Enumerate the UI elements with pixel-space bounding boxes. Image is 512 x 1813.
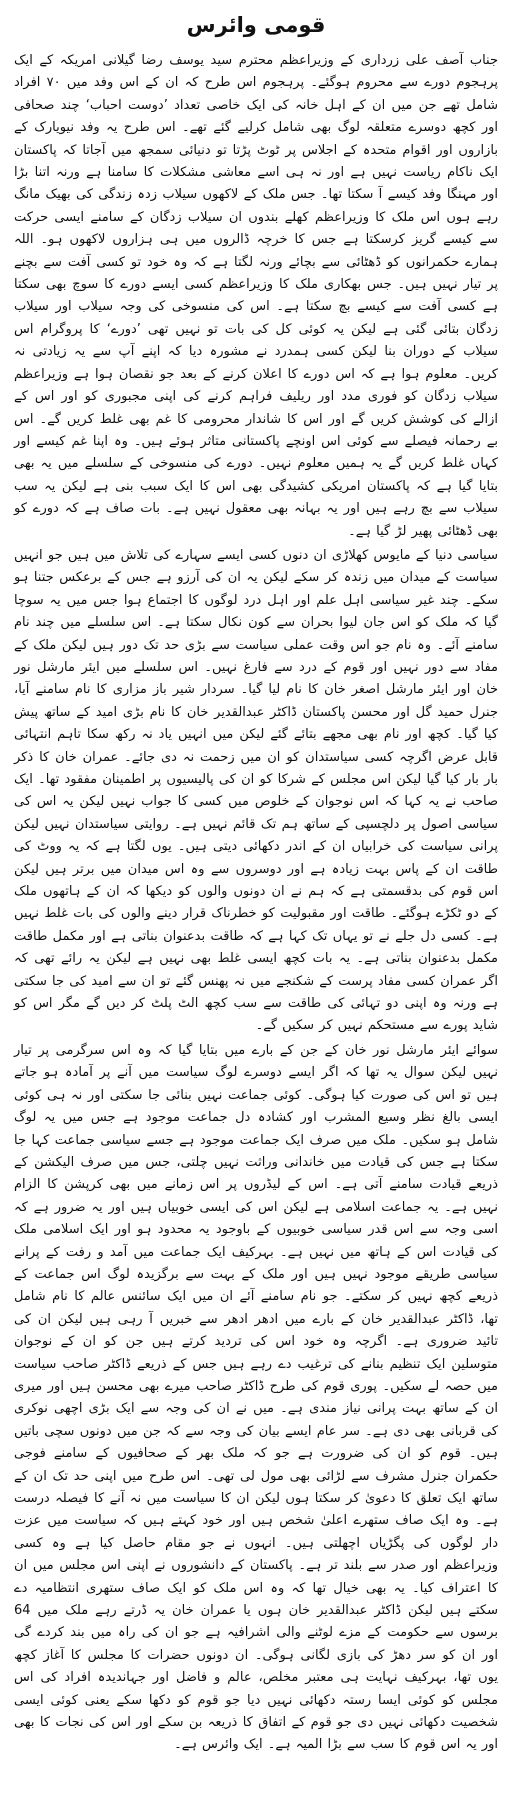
article-paragraph: سوائے ایئر مارشل نور خان کے جن کے بارے میں بتایا گیا کہ وہ اس سرگرمی پر تیار نہیں لیکن سوال یہ تھا کہ اگر ایسے دوسرے لوگ سیاست میں آنے پر آمادہ ہو جاتے ہیں تو اس کی صورت کیا ہوگی۔ کوئی جماعت نہیں بنائی جا سکتی اور نہ ہی کوئی ایسی بالغ نظر وسیع المشرب اور کشادہ دل جماعت موجود ہے جس میں یہ لوگ شامل ہو سکیں۔ ملک میں صرف ایک جماعت موجود ہے جسے سیاسی جماعت کہا جا سکتا ہے جس کی قیادت میں خاندانی وراثت نہیں چلتی، جس میں صرف الیکشن کے ذریعے قیادت سامنے آتی ہے۔ اس کے لیڈروں پر اس زمانے میں بھی کرپشن کا الزام نہیں ہے۔ یہ جماعت اسلامی ہے لیکن اس کی ایسی خوبیاں ہیں اور یہ ضرور ہے کہ اسی وجہ سے اس قدر سیاسی خوبیوں کے باوجود یہ محدود ہو اور ایک اسلامی ملک کی قیادت اس کے ہاتھ میں نہیں ہے۔ بہرکیف ایک جماعت میں آمد و رفت کے پرانے سیاسی طریقے موجود نہیں ہیں اور ملک کے بہت سے برگزیدہ لوگ اس جماعت کے ذریعے کچھ نہیں کر سکتے۔ جو نام سامنے آئے ان میں ایک سائنس عالم کا نام شامل تھا، ڈاکٹر عبدالقدیر خان کے بارے میں ادھر ادھر سے خبریں آ رہی ہیں لیکن ان کی تائید ضروری ہے۔ اگرچہ وہ خود اس کی تردید کرتے ہیں جن کو ان کے نوجوان متوسلین ایک تنظیم بنانے کی ترغیب دے رہے ہیں جس کے ذریعے ڈاکٹر صاحب سیاست میں حصہ لے سکیں۔ پوری قوم کی طرح ڈاکٹر صاحب میرے بھی محسن ہیں اور میری ان کے ساتھ بہت پرانی نیاز مندی ہے۔ میں نے ان کی وجہ سے ایک بڑی اچھی نوکری کی قربانی بھی دی ہے۔ سر عام ایسے بیان کی وجہ سے کہ جن میں دونوں سچی باتیں ہیں۔ قوم کو ان کی ضرورت ہے جو کہ ملک بھر کے صحافیوں کے سامنے فوجی حکمران جنرل مشرف سے لڑائی بھی مول لی تھی۔ اس طرح میں اپنی حد تک ان کے ساتھ ایک تعلق کا دعویٰ کر سکتا ہوں لیکن ان کا سیاست میں نہ آنے کا فیصلہ درست ہے۔ وہ ایک صاف ستھرے اعلیٰ شخص ہیں اور خود کہتے ہیں کہ سیاست میں عزت دار لوگوں کی پگڑیاں اچھلتی ہیں۔ انہوں نے جو مقام حاصل کیا ہے وہ کسی وزیراعظم اور صدر سے بلند تر ہے۔ پاکستان کے دانشوروں نے اپنی اس مجلس میں ان کا اعتراف کیا۔ یہ بھی خیال تھا کہ وہ اس ملک کو ایک صاف ستھری انتظامیہ دے سکتے ہیں لیکن ڈاکٹر عبدالقدیر خان ہوں یا عمران خان یہ ڈرتے رہے ملک میں 64 برسوں سے حکومت کے مزے لوٹنے والی اشرافیہ ہے جو ان کی راہ میں بند کردے گی اور ان کو سر دھڑ کی بازی لگانی ہوگی۔ ان دونوں حضرات کا مجلس کا آغاز کچھ یوں تھا، بہرکیف نہایت ہی معتبر مخلص، عالم و فاضل اور جہاندیدہ افراد کی اس مجلس کو کوئی ایسا رستہ دکھائی نہیں دیا جو قوم کو دکھا سکے یعنی کوئی ایسی شخصیت دکھائی نہیں دی جو قوم کے اتفاق کا ذریعہ بن سکے اور اس کی نجات کا بھی اور یہ اس قوم کا سب سے بڑا المیہ ہے۔ ایک وائرس ہے۔	[14, 1042, 498, 1753]
article-body	[14, 50, 498, 1757]
article-paragraph: جناب آصف علی زرداری کے وزیراعظم محترم سید یوسف رضا گیلانی امریکہ کے ایک پرہجوم دورے سے محروم ہوگئے۔ پرہجوم اس طرح کہ ان کے اس وفد میں ۷۰ افراد شامل تھے جن میں ان کے اہل خانہ کی ایک خاصی تعداد ’دوست احباب‘ چند صحافی اور کچھ دوسرے متعلقہ لوگ بھی شامل کرلیے گئے تھے۔ اس طرح یہ وفد نیویارک کے بازاروں اور اقوام متحدہ کے اجلاس پر ٹوٹ پڑتا تو دنیائی سمجھ میں آجاتا کہ پاکستان ایک ناکام ریاست نہیں ہے اور نہ ہی اسے معاشی مشکلات کا سامنا ہے ورنہ اتنا بڑا اور مہنگا وفد کیسے آ سکتا تھا۔ جس ملک کے لاکھوں سیلاب زدہ زندگی کی بھیک مانگ رہے ہوں اس ملک کا وزیراعظم کھلے بندوں ان سیلاب زدگان کے سامنے ایسی حرکت سے کیسے گریز کرسکتا ہے جس کا خرچہ ڈالروں میں ہی ہزاروں لاکھوں ہو۔ اللہ ہمارے حکمرانوں کو ڈھٹائی سے بچائے ورنہ لگتا ہے کہ وہ خود تو کسی آفت سے بچنے پر تیار نہیں ہیں۔ جس بھکاری ملک کا وزیراعظم کسی ایسے دورے کا سوچ بھی سکتا ہے کسی آفت سے کیسے بچ سکتا ہے۔ اس کی منسوخی کی وجہ سیلاب اور سیلاب زدگان بتائی گئی ہے لیکن یہ کوئی کل کی بات تو نہیں تھی ’دورے‘ کا پروگرام اس سیلاب کے دوران بنا لیکن کسی ہمدرد نے مشورہ دیا کہ اپنے آپ سے یہ زیادتی نہ کریں۔ معلوم ہوا ہے کہ اس دورے کا اعلان کرنے کے بعد جو نقصان ہوا ہے وزیراعظم سیلاب زدگان کو فوری مدد اور ریلیف فراہم کرنے کی اپنی مجبوری کو اور اس کے ازالے کی کوشش کریں گے اور اس کا شاندار محرومی کا غم بھی غلط کریں گے۔ اس بے رحمانہ فیصلے سے کوئی اس اونچے پاکستانی متاثر ہوئے ہیں۔ وہ اپنا غم کیسے اور کہاں غلط کریں گے یہ ہمیں معلوم نہیں۔ دورے کی منسوخی کے سلسلے میں یہ بھی بتایا گیا ہے کہ پاکستان امریکی کشیدگی بھی اس کا ایک سبب بنی ہے لیکن یہ سب سیلاب سے بچ رہے ہیں اور یہ بہانہ بھی معقول نہیں ہے۔ بات صاف ہے کہ دورے کو بھی ڈھٹائی پھیر لڑ گیا ہے۔	[14, 53, 498, 539]
article-paragraph: سیاسی دنیا کے مایوس کھلاڑی ان دنوں کسی ایسے سہارے کی تلاش میں ہیں جو انہیں سیاست کے میدان میں زندہ کر سکے لیکن یہ ان کی آرزو ہے جس کے برعکس جتنا ہو سکے۔ چند غیر سیاسی اہل علم اور اہل درد لوگوں کا اجتماع ہوا جس میں یہ سوچا گیا کہ ملک کو اس جان لیوا بحران سے کون نکال سکتا ہے۔ اس سلسلے میں چند نام سامنے آئے۔ وہ نام جو اس وقت عملی سیاست سے بڑی حد تک دور ہیں لیکن ملک کے مفاد سے دور نہیں اور قوم کے درد سے فارغ نہیں۔ اس سلسلے میں ایئر مارشل نور خان اور ایئر مارشل اصغر خان کا نام لیا گیا۔ سردار شیر باز مزاری کا نام سامنے آیا، جنرل حمید گل اور محسن پاکستان ڈاکٹر عبدالقدیر خان کا نام بڑی امید کے ساتھ پیش کیا گیا۔ کچھ اور نام بھی مجھے بتائے گئے لیکن میں انہیں یاد نہ رکھ سکا تاہم انتہائی قابل عرض اگرچہ کسی سیاستدان کو ان میں زحمت نہ دی جائے۔ عمران خان کا ذکر بار بار کیا گیا لیکن اس مجلس کے شرکا کو ان کی پالیسیوں پر اطمینان مفقود تھا۔ ایک صاحب نے یہ کہا کہ اس نوجوان کے خلوص میں کسی کا جواب نہیں لیکن یہ اس کی سیاسی اصول پر دلچسپی کے ساتھ ہم تک قائم نہیں ہے۔ روایتی سیاستدان نہیں لیکن پرانی سیاست کی خرابیاں ان کے اندر دکھائی دیتی ہیں۔ یوں لگتا ہے کہ یہ ووٹ کی طاقت ان کے پاس بہت زیادہ ہے اور دوسروں سے وہ اس میدان میں برتر ہیں لیکن اس قوم کی بدقسمتی ہے کہ ہم نے ان دونوں والوں کو دیکھا کہ ان کے ہاتھوں ملک کے دو ٹکڑے ہوگئے۔ طاقت اور مقبولیت کو خطرناک قرار دینے والوں کی بات غلط نہیں ہے۔ کسی دل جلے نے تو یہاں تک کہا ہے کہ طاقت بدعنوان بناتی ہے اور مکمل طاقت مکمل بدعنوان بناتی ہے۔ یہ بات کچھ ایسی غلط بھی نہیں ہے لیکن یہ رائے تھی کہ اگر عمران کسی مفاد پرست کے شکنجے میں نہ پھنس گئے تو ان سے امید کی جا سکتی ہے ورنہ وہ اپنی دو تہائی کی طاقت سے سب کچھ الٹ پلٹ کر دیں گے مگر اس کو شاید پورے سے مستحکم نہیں کر سکیں گے۔	[14, 547, 498, 1034]
article-title: قومی وائرس	[186, 13, 326, 37]
